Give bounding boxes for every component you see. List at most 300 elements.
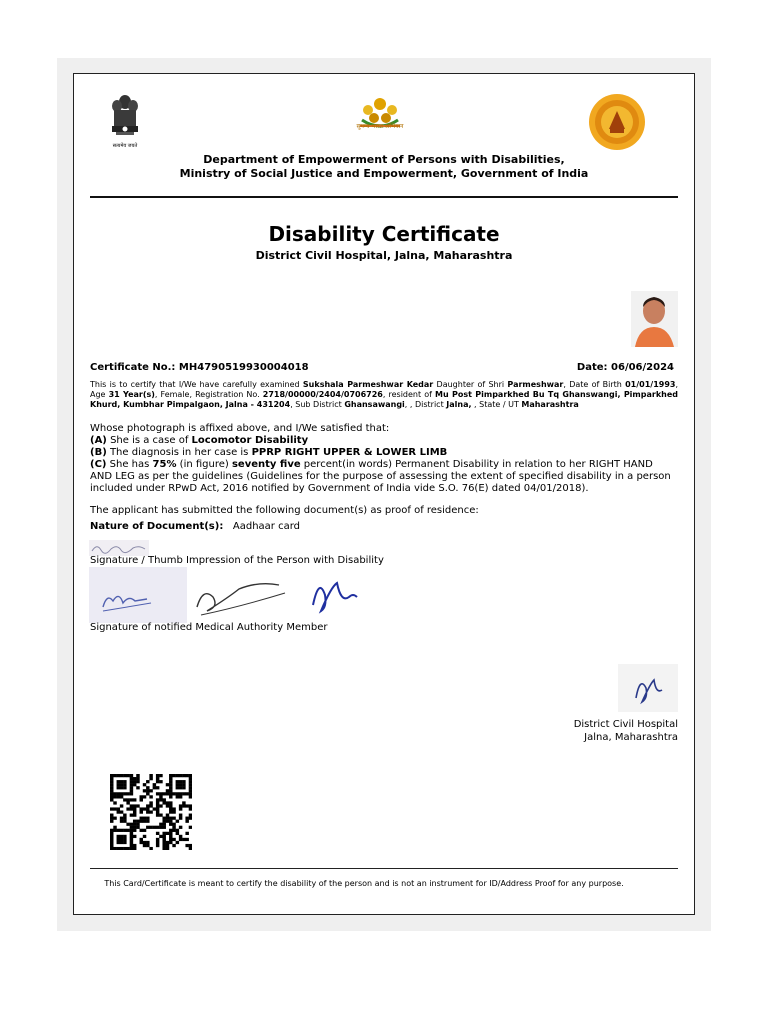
qr-module [143,844,146,847]
qr-module [130,789,133,792]
qr-module [146,804,149,807]
qr-module [120,783,123,786]
qr-module [172,807,175,810]
qr-module [159,823,162,826]
item-a-text: She is a case of [106,435,192,446]
qr-module [159,774,162,777]
para-text: This is to certify that I/We have carefully examined [90,380,303,389]
qr-module [169,823,172,826]
qr-module [136,786,139,789]
qr-module [156,786,159,789]
qr-module [162,844,165,847]
qr-module [110,789,113,792]
qr-module [169,835,172,838]
qr-module [110,841,113,844]
qr-module [126,823,129,826]
qr-module [169,780,172,783]
applicant-signature-label: Signature / Thumb Impression of the Person with Disability [90,555,384,566]
certificate-number-label: Certificate No.: [90,362,176,373]
qr-module [149,804,152,807]
qr-module [176,795,179,798]
qr-module [117,780,120,783]
qr-module [185,844,188,847]
qr-module [120,838,123,841]
qr-module [133,814,136,817]
qr-module [149,795,152,798]
qr-module [133,847,136,850]
qr-module [166,832,169,835]
item-b-text: The diagnosis in her case is [106,447,252,458]
qr-module [172,823,175,826]
qr-module [143,820,146,823]
sub-district: Ghansawangi [344,400,405,409]
qr-module [169,789,172,792]
qr-module [189,786,192,789]
qr-module [169,817,172,820]
documents-line: The applicant has submitted the following document(s) as proof of residence: [90,505,479,516]
qr-module [130,841,133,844]
qr-module [140,820,143,823]
qr-module [172,817,175,820]
qr-module [159,795,162,798]
qr-module [110,847,113,850]
para-text: , Date of Birth [563,380,626,389]
qr-module [117,838,120,841]
para-text: , Sub District [290,400,345,409]
qr-module [185,774,188,777]
qr-module [117,795,120,798]
father-name: Parmeshwar [507,380,564,389]
qr-module [110,792,113,795]
qr-module [166,801,169,804]
qr-module [176,783,179,786]
qr-module [156,844,159,847]
qr-module [146,810,149,813]
address: Mu Post Pimparkhed Bu Tq Ghanswangi, Pimparkhed Khurd, Kumbhar Pimpalgaon, Jalna - 431204 [90,390,678,409]
qr-module [140,841,143,844]
qr-module [159,798,162,801]
qr-module [123,786,126,789]
medical-authority-label: Signature of notified Medical Authority Member [90,622,328,633]
qr-module [123,817,126,820]
qr-module [146,820,149,823]
qr-module [140,795,143,798]
page-subtitle: District Civil Hospital, Jalna, Maharashtra [255,249,513,262]
qr-module [172,810,175,813]
qr-module [149,777,152,780]
qr-module [189,795,192,798]
qr-module [130,777,133,780]
qr-module [140,838,143,841]
qr-module [149,801,152,804]
certificate-number-row [90,362,678,373]
date-of-birth: 01/01/1993 [625,380,676,389]
qr-module [179,835,182,838]
qr-module [113,829,116,832]
hospital-signature-image [618,664,678,712]
para-text: , Female, Registration No. [154,390,263,399]
qr-module [179,804,182,807]
disability-percent: 75% [152,459,177,470]
qr-module [136,826,139,829]
qr-module [110,820,113,823]
emblem-caption: सत्यमेव जयते [112,143,138,149]
para-text: , , District [404,400,447,409]
qr-module [156,838,159,841]
qr-module [133,829,136,832]
qr-module [172,844,175,847]
qr-module [166,820,169,823]
qr-module [123,820,126,823]
qr-module [179,814,182,817]
department-line-1: Department of Empowerment of Persons with Disabilities, [203,153,565,166]
qr-module [130,804,133,807]
qr-module [159,792,162,795]
certification-paragraph [90,380,678,410]
qr-module [130,838,133,841]
disability-percent-words: seventy five [231,459,301,470]
qr-module [123,774,126,777]
qr-module [110,795,113,798]
qr-module [130,829,133,832]
qr-module [182,838,185,841]
department-heading [90,153,678,181]
qr-module [185,792,188,795]
qr-module [189,804,192,807]
qr-module [162,792,165,795]
qr-module [153,783,156,786]
qr-module [130,832,133,835]
qr-module [166,817,169,820]
item-c-text: percent(in words) Permanent Disability in relation to her RIGHT HAND AND LEG as per the guidelines (Guidelines for the purpose of assessing the extent of specified disability in a person included under RPwD Act, 2016 notified by Government of India vide S.O. 76(E) dated 04/01/2018). [90,459,671,494]
qr-module [123,847,126,850]
qr-module [110,774,113,777]
qr-module [113,792,116,795]
qr-module [169,777,172,780]
qr-module [189,807,192,810]
qr-module [146,792,149,795]
qr-module [130,847,133,850]
qr-module [156,807,159,810]
qr-module [133,807,136,810]
qr-module [133,844,136,847]
qr-module [120,780,123,783]
qr-module [185,838,188,841]
qr-module [123,798,126,801]
qr-module [156,804,159,807]
qr-module [113,807,116,810]
qr-module [159,826,162,829]
hospital-signature-block [480,718,678,744]
qr-module [110,838,113,841]
date-label: Date: [576,362,608,373]
qr-module [172,774,175,777]
qr-module [133,826,136,829]
qr-module [130,807,133,810]
qr-module [189,844,192,847]
qr-module [176,780,179,783]
qr-module [176,820,179,823]
item-a-label: (A) [90,435,107,446]
certificate-date [577,362,674,373]
qr-module [136,780,139,783]
qr-module [189,817,192,820]
qr-module [146,789,149,792]
qr-module [189,814,192,817]
footer-note: This Card/Certificate is meant to certify the disability of the person and is not an instrument for ID/Address Proof for any purpose. [104,879,624,888]
qr-module [182,804,185,807]
qr-module [162,835,165,838]
qr-module [143,795,146,798]
qr-module [120,810,123,813]
qr-module [189,774,192,777]
qr-module [130,792,133,795]
qr-module [176,841,179,844]
medical-authority-signatures [89,567,369,623]
department-line-2: Ministry of Social Justice and Empowerment, Government of India [179,167,589,180]
qr-module [189,780,192,783]
qr-module [189,826,192,829]
applicant-signature-image [89,540,149,556]
qr-module [159,814,162,817]
qr-module [182,801,185,804]
qr-module [143,783,146,786]
qr-module [182,792,185,795]
qr-module [113,795,116,798]
qr-module [156,774,159,777]
qr-module [120,829,123,832]
para-text: Daughter of Shri [433,380,508,389]
qr-module [146,826,149,829]
qr-module [146,844,149,847]
qr-module [120,795,123,798]
qr-module [140,807,143,810]
qr-module [162,838,165,841]
qr-module [143,789,146,792]
qr-module [113,774,116,777]
qr-module [176,832,179,835]
qr-module [176,829,179,832]
applicant-photo [631,291,678,347]
disability-type: Locomotor Disability [191,435,309,446]
age: 31 Year(s) [108,390,155,399]
qr-module [179,792,182,795]
qr-module [156,810,159,813]
qr-module [120,792,123,795]
qr-module [120,847,123,850]
qr-module [130,774,133,777]
qr-module [172,838,175,841]
qr-module [153,826,156,829]
qr-module [182,786,185,789]
qr-module [156,832,159,835]
district: Jalna, [446,400,472,409]
qr-module [120,786,123,789]
qr-module [130,835,133,838]
qr-module [123,838,126,841]
qr-module [120,817,123,820]
qr-code [110,774,192,850]
qr-module [133,777,136,780]
qr-module [130,823,133,826]
para-text: , Age [90,380,679,399]
qr-module [149,789,152,792]
qr-module [117,847,120,850]
qr-module [113,801,116,804]
photo-affixed-line: Whose photograph is affixed above, and I/We satisfied that: [90,423,390,434]
qr-module [117,786,120,789]
qr-module [176,786,179,789]
qr-module [117,810,120,813]
qr-module [113,847,116,850]
qr-module [185,832,188,835]
qr-module [113,826,116,829]
qr-module [166,804,169,807]
qr-module [110,777,113,780]
qr-module [179,786,182,789]
qr-module [110,817,113,820]
qr-module [123,814,126,817]
qr-module [120,774,123,777]
item-c-text: (in figure) [176,459,232,470]
diagnosis: PPRP RIGHT UPPER & LOWER LIMB [251,447,448,458]
qr-module [110,835,113,838]
qr-module [130,786,133,789]
qr-module [162,841,165,844]
qr-module [149,826,152,829]
qr-module [156,814,159,817]
qr-module [117,835,120,838]
qr-module [169,804,172,807]
qr-module [117,774,120,777]
qr-module [182,774,185,777]
qr-module [126,829,129,832]
qr-module [189,789,192,792]
qr-module [172,829,175,832]
qr-module [185,804,188,807]
qr-module [110,832,113,835]
qr-module [176,792,179,795]
item-c-text: She has [106,459,153,470]
qr-module [162,817,165,820]
qr-module [123,780,126,783]
qr-module [179,838,182,841]
qr-module [140,798,143,801]
qr-module [130,798,133,801]
qr-module [166,841,169,844]
qr-module [153,807,156,810]
qr-module [120,804,123,807]
qr-module [179,826,182,829]
qr-module [133,783,136,786]
qr-module [179,780,182,783]
qr-module [169,792,172,795]
qr-module [185,817,188,820]
qr-module [126,792,129,795]
item-c-label: (C) [90,459,107,470]
applicant-name: Sukshala Parmeshwar Kedar [302,380,434,389]
qr-module [146,807,149,810]
qr-module [179,807,182,810]
qr-module [169,786,172,789]
qr-module [166,792,169,795]
qr-module [123,792,126,795]
qr-module [117,841,120,844]
qr-module [133,798,136,801]
qr-module [110,798,113,801]
qr-module [130,826,133,829]
qr-module [166,844,169,847]
qr-module [189,847,192,850]
certificate-number: MH4790519930004018 [178,362,309,373]
qr-module [169,795,172,798]
qr-module [133,835,136,838]
qr-module [126,801,129,804]
qr-module [153,786,156,789]
qr-module [120,820,123,823]
maharashtra-seal-icon [588,93,646,151]
state: Maharashtra [521,400,579,409]
qr-module [182,780,185,783]
qr-module [130,844,133,847]
qr-module [130,780,133,783]
qr-module [140,829,143,832]
qr-module [143,841,146,844]
qr-module [143,817,146,820]
qr-module [179,783,182,786]
qr-module [166,783,169,786]
nature-of-documents [90,521,678,533]
qr-module [123,829,126,832]
qr-module [143,829,146,832]
qr-module [133,823,136,826]
header-divider [90,196,678,198]
qr-module [185,820,188,823]
qr-module [146,841,149,844]
qr-module [133,780,136,783]
qr-module [146,817,149,820]
qr-module [162,832,165,835]
qr-module [162,798,165,801]
qr-module [117,829,120,832]
qr-module [169,838,172,841]
footer-divider [90,868,678,869]
qr-module [123,783,126,786]
qr-module [130,783,133,786]
qr-module [162,801,165,804]
hospital-name: District Civil Hospital [573,719,678,730]
qr-module [110,814,113,817]
qr-module [156,841,159,844]
qr-module [130,814,133,817]
qr-module [110,807,113,810]
qr-module [110,829,113,832]
qr-module [169,774,172,777]
qr-module [110,844,113,847]
qr-module [136,804,139,807]
diagnosis-line [90,447,678,459]
qr-module [136,774,139,777]
qr-module [189,792,192,795]
accessible-india-logo [352,92,408,138]
qr-module [146,780,149,783]
qr-module [120,841,123,844]
qr-module [117,807,120,810]
qr-module [169,841,172,844]
qr-module [169,801,172,804]
qr-module [117,783,120,786]
qr-module [149,810,152,813]
